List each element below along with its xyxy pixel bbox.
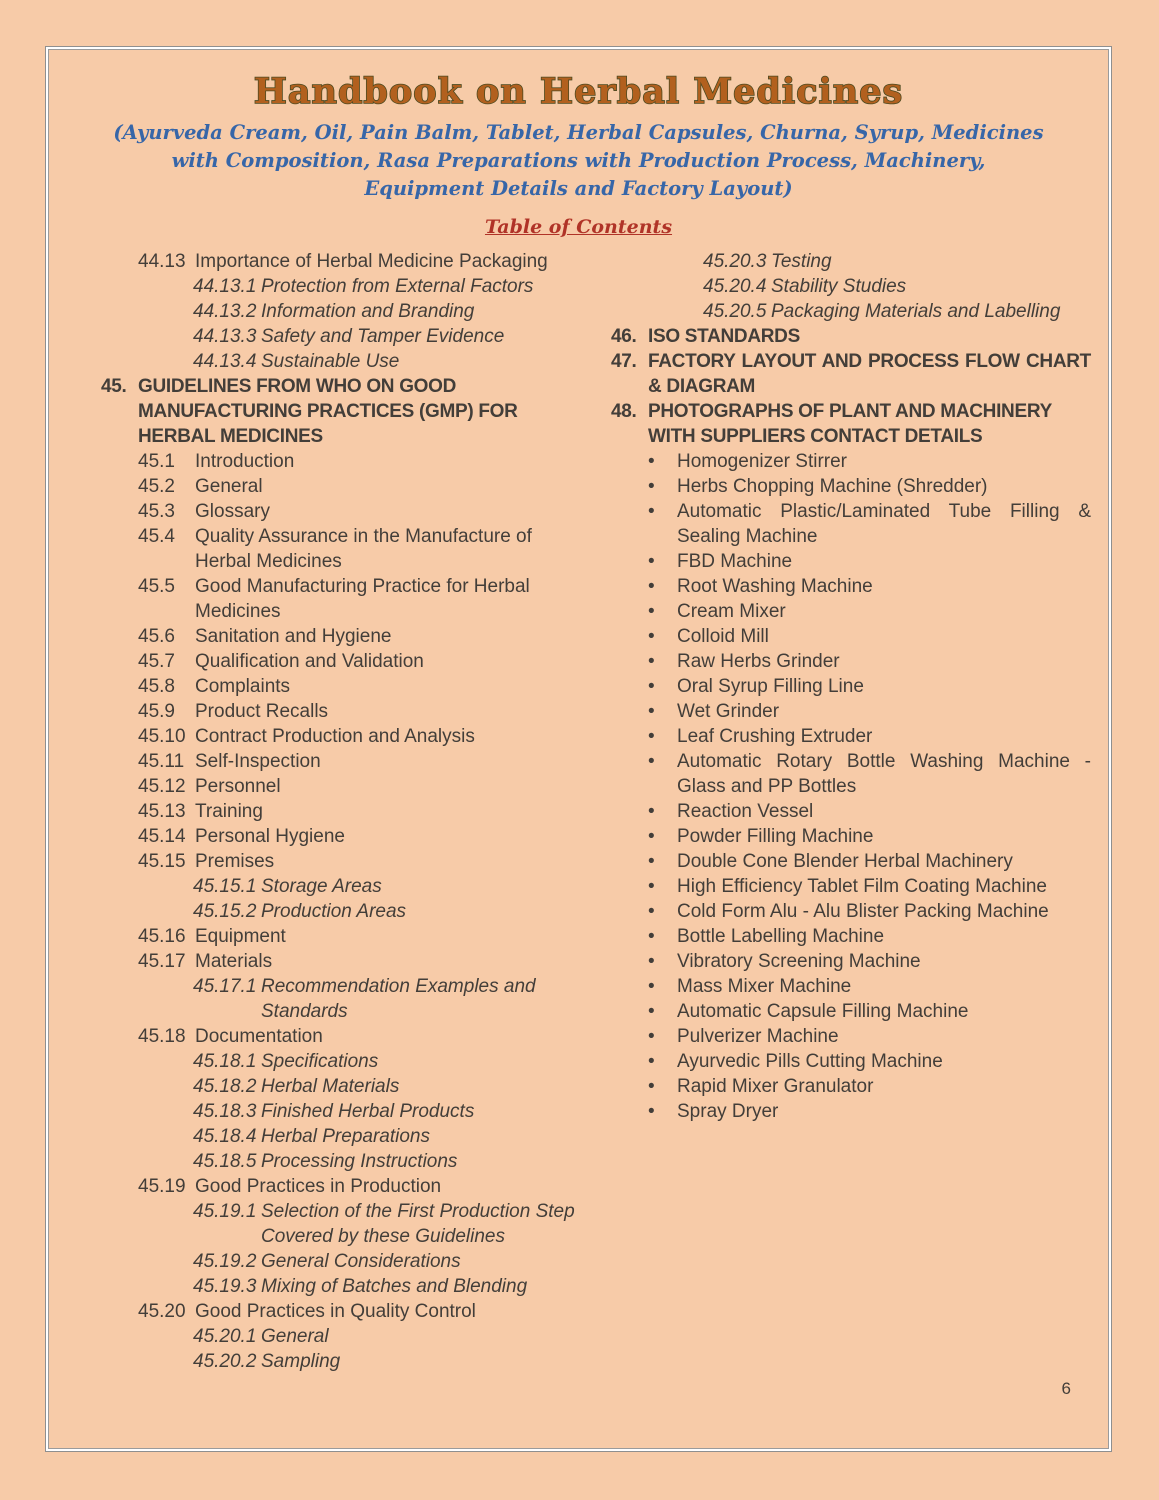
toc-entry-text: Recommendation Examples and Standards [261,976,536,1022]
toc-entry [611,449,1091,474]
toc-entry [101,949,591,974]
toc-entry [611,749,1091,799]
toc-entry-text: Self-Inspection [195,751,321,772]
toc-entry-text: FBD Machine [677,551,793,572]
page-number: 6 [1061,1379,1071,1398]
toc-entry-text: Specifications [261,1051,379,1072]
toc-entry [101,974,591,1024]
toc-entry-text: PHOTOGRAPHS OF PLANT AND MACHINERY WITH SUPPLIERS CONTACT DETAILS [648,401,1052,447]
bullet-icon: • [648,926,655,947]
toc-entry [101,299,591,324]
toc-entry [101,249,591,274]
bullet-icon: • [648,976,655,997]
toc-entry-text: Sampling [261,1351,341,1372]
toc-entry [101,374,591,449]
toc-entry [101,1299,591,1324]
toc-entry [611,599,1091,624]
toc-entry-text: Herbal Preparations [261,1126,430,1147]
toc-entry-text: General Considerations [261,1251,461,1272]
toc-entry-text: Training [195,801,263,822]
toc-entry [611,249,1091,274]
toc-entry-number: 45.17.1 [193,976,257,997]
toc-entry [611,399,1091,449]
bullet-icon: • [648,576,655,597]
toc-entry [101,324,591,349]
toc-entry-text: Good Practices in Quality Control [195,1301,476,1322]
toc-entry [101,1049,591,1074]
toc-right-column [611,249,1091,1124]
toc-entry-text: Information and Branding [261,301,475,322]
toc-entry-number: 45.15 [138,851,186,872]
toc-left-column [101,249,591,1374]
toc-entry [101,1099,591,1124]
toc-entry-text: Stability Studies [771,276,907,297]
toc-entry-number: 45.3 [138,501,175,522]
toc-entry [611,1049,1091,1074]
toc-entry-number: 45.1 [138,451,175,472]
toc-entry [611,624,1091,649]
toc-entry [101,874,591,899]
toc-entry-number: 45.2 [138,476,175,497]
toc-entry-text: GUIDELINES FROM WHO ON GOOD MANUFACTURING PRACTICES (GMP) FOR HERBAL MEDICINES [138,376,518,447]
toc-entry-text: General [261,1326,329,1347]
toc-entry-text: Documentation [195,1026,323,1047]
toc-entry-text: Quality Assurance in the Manufacture of Herbal Medicines [195,526,532,572]
bullet-icon: • [648,1001,655,1022]
toc-entry-number: 45.6 [138,626,175,647]
toc-entry [101,899,591,924]
toc-entry-text: General [195,476,263,497]
toc-entry-text: Mass Mixer Machine [677,976,852,997]
toc-entry-text: Sustainable Use [261,351,400,372]
bullet-icon: • [648,1076,655,1097]
bullet-icon: • [648,901,655,922]
bullet-icon: • [648,876,655,897]
toc-entry-number: 46. [611,326,637,347]
bullet-icon: • [648,1051,655,1072]
toc-entry-text: Automatic Plastic/Laminated Tube Filling & Sealing Machine [677,501,1091,547]
toc-entry [611,999,1091,1024]
toc-entry-number: 45.20.5 [703,301,767,322]
toc-entry-number: 45.18.4 [193,1126,257,1147]
toc-entry [611,1074,1091,1099]
toc-entry-text: Automatic Capsule Filling Machine [677,1001,969,1022]
toc-entry-number: 45.16 [138,926,186,947]
toc-entry-number: 45.19.3 [193,1276,257,1297]
toc-entry [101,1149,591,1174]
toc-entry-number: 45.15.2 [193,901,257,922]
toc-entry [101,499,591,524]
toc-entry [611,949,1091,974]
toc-entry-text: Herbs Chopping Machine (Shredder) [677,476,988,497]
toc-entry [611,724,1091,749]
toc-entry-text: Cold Form Alu - Alu Blister Packing Machine [677,901,1049,922]
toc-entry-number: 45.7 [138,651,175,672]
toc-entry-text: Storage Areas [261,876,382,897]
toc-entry-text: Cream Mixer [677,601,786,622]
page-frame [45,46,1112,1452]
toc-entry [101,699,591,724]
toc-entry [101,724,591,749]
toc-entry-number: 45.13 [138,801,186,822]
toc-entry-number: 45.20 [138,1301,186,1322]
toc-entry-text: Rapid Mixer Granulator [677,1076,874,1097]
toc-entry [611,299,1091,324]
toc-entry [101,1024,591,1049]
toc-entry-number: 45.11 [138,751,185,772]
book-subtitle: (Ayurveda Cream, Oil, Pain Balm, Tablet, Herbal Capsules, Churna, Syrup, Medicines with Composition, Rasa Preparations with Production Process, Machinery, Equipment Details and Factory Layout) [113,121,1044,200]
toc-entry [611,274,1091,299]
toc-entry-number: 44.13 [138,251,186,272]
bullet-icon: • [648,626,655,647]
toc-entry-number: 45.19 [138,1176,186,1197]
toc-entry-number: 45.4 [138,526,175,547]
toc-entry-number: 45.18.3 [193,1101,257,1122]
toc-entry [611,649,1091,674]
toc-entry-text: Production Areas [261,901,407,922]
page-header [46,47,1111,238]
toc-entry [101,1274,591,1299]
toc-entry-number: 45. [101,376,127,397]
toc-entry-text: Herbal Materials [261,1076,400,1097]
toc-entry-number: 45.18.5 [193,1151,257,1172]
toc-entry-number: 45.14 [138,826,186,847]
bullet-icon: • [648,676,655,697]
toc-entry [611,974,1091,999]
toc-entry-text: Personnel [195,776,281,797]
toc-entry [611,549,1091,574]
toc-entry [101,574,591,624]
toc-entry-text: Processing Instructions [261,1151,458,1172]
toc-entry-text: Colloid Mill [677,626,769,647]
toc-entry [611,924,1091,949]
bullet-icon: • [648,451,655,472]
toc-heading: Table of Contents [484,216,673,238]
toc-entry-text: Oral Syrup Filling Line [677,676,864,697]
toc-entry [611,899,1091,924]
toc-entry-number: 44.13.2 [193,301,257,322]
toc-entry-number: 45.19.1 [193,1201,257,1222]
toc-entry [101,774,591,799]
toc-entry-text: Automatic Rotary Bottle Washing Machine - Glass and PP Bottles [677,751,1091,797]
toc-entry [101,674,591,699]
toc-entry [101,824,591,849]
bullet-icon: • [648,801,655,822]
toc-entry-text: Wet Grinder [677,701,780,722]
toc-entry-text: Importance of Herbal Medicine Packaging [195,251,548,272]
toc-entry-text: Product Recalls [195,701,329,722]
toc-entry-number: 45.18.1 [193,1051,257,1072]
bullet-icon: • [648,601,655,622]
toc-entry-text: Powder Filling Machine [677,826,874,847]
bullet-icon: • [648,951,655,972]
toc-entry [101,799,591,824]
toc-entry-text: Personal Hygiene [195,826,345,847]
toc-entry-text: Qualification and Validation [195,651,424,672]
bullet-icon: • [648,701,655,722]
toc-entry-number: 45.19.2 [193,1251,257,1272]
bullet-icon: • [648,826,655,847]
toc-entry-text: Selection of the First Production Step Covered by these Guidelines [261,1201,575,1247]
toc-entry-text: Root Washing Machine [677,576,873,597]
toc-entry [611,674,1091,699]
toc-entry [101,449,591,474]
book-title: Handbook on Herbal Medicines [253,71,904,112]
toc-entry-text: Testing [771,251,832,272]
toc-entry [611,474,1091,499]
bullet-icon: • [648,851,655,872]
bullet-icon: • [648,501,655,522]
toc-entry [611,849,1091,874]
toc-entry-text: Safety and Tamper Evidence [261,326,505,347]
toc-entry-text: Finished Herbal Products [261,1101,475,1122]
toc-entry-text: Materials [195,951,273,972]
toc-entry-text: FACTORY LAYOUT AND PROCESS FLOW CHART & DIAGRAM [648,351,1091,397]
toc-entry [101,274,591,299]
toc-entry-text: Leaf Crushing Extruder [677,726,873,747]
toc-entry-number: 45.18 [138,1026,186,1047]
toc-entry-number: 45.20.2 [193,1351,257,1372]
toc-entry-text: Packaging Materials and Labelling [771,301,1061,322]
toc-entry-number: 44.13.3 [193,326,257,347]
toc-entry [101,1074,591,1099]
toc-entry [611,1024,1091,1049]
toc-entry [101,649,591,674]
toc-entry-text: Protection from External Factors [261,276,534,297]
toc-entry-number: 45.10 [138,726,186,747]
bullet-icon: • [648,476,655,497]
toc-entry-text: ISO STANDARDS [648,326,800,347]
toc-entry [101,1349,591,1374]
bullet-icon: • [648,551,655,572]
toc-entry [101,474,591,499]
toc-entry-number: 45.9 [138,701,175,722]
toc-entry-number: 45.18.2 [193,1076,257,1097]
toc-entry-text: Reaction Vessel [677,801,814,822]
toc-entry [101,1324,591,1349]
toc-entry-text: Mixing of Batches and Blending [261,1276,528,1297]
toc-entry-text: Good Practices in Production [195,1176,442,1197]
toc-entry-number: 45.20.3 [703,251,767,272]
toc-entry-number: 44.13.4 [193,351,257,372]
bullet-icon: • [648,1101,655,1122]
toc-entry-number: 45.17 [138,951,186,972]
toc-entry [101,1124,591,1149]
toc-entry [611,799,1091,824]
toc-entry [101,1249,591,1274]
toc-entry-text: Raw Herbs Grinder [677,651,840,672]
toc-entry [611,874,1091,899]
toc-entry-text: Sanitation and Hygiene [195,626,392,647]
toc-entry-text: Equipment [195,926,286,947]
toc-entry-text: Vibratory Screening Machine [677,951,921,972]
bullet-icon: • [648,751,655,772]
toc-entry-text: Pulverizer Machine [677,1026,839,1047]
toc-entry [611,824,1091,849]
toc-entry [611,699,1091,724]
toc-entry [101,349,591,374]
toc-entry [101,624,591,649]
toc-entry [101,849,591,874]
toc-entry-number: 44.13.1 [193,276,257,297]
toc-entry-number: 47. [611,351,637,372]
toc-entry-text: High Efficiency Tablet Film Coating Machine [677,876,1047,897]
toc-entry-number: 45.5 [138,576,175,597]
toc-entry-text: Spray Dryer [677,1101,779,1122]
toc-entry-number: 45.12 [138,776,186,797]
toc-heading-wrap [46,216,1111,238]
toc-entry [101,1199,591,1249]
toc-entry-number: 45.15.1 [193,876,257,897]
toc-entry [611,574,1091,599]
toc-entry-text: Good Manufacturing Practice for Herbal Medicines [195,576,530,622]
toc-entry [611,1099,1091,1124]
toc-entry-text: Premises [195,851,275,872]
toc-entry-number: 45.20.1 [193,1326,257,1347]
toc-entry-text: Introduction [195,451,295,472]
toc-entry-text: Homogenizer Stirrer [677,451,847,472]
toc-entry-text: Glossary [195,501,270,522]
toc-entry-text: Double Cone Blender Herbal Machinery [677,851,1013,872]
bullet-icon: • [648,1026,655,1047]
bullet-icon: • [648,726,655,747]
toc-entry [101,924,591,949]
toc-entry-text: Ayurvedic Pills Cutting Machine [677,1051,943,1072]
toc-entry-number: 48. [611,401,637,422]
toc-entry [101,1174,591,1199]
bullet-icon: • [648,651,655,672]
toc-entry-text: Complaints [195,676,291,697]
toc-entry-text: Contract Production and Analysis [195,726,475,747]
toc-entry [101,749,591,774]
toc-entry-text: Bottle Labelling Machine [677,926,885,947]
toc-entry [611,499,1091,549]
toc-entry [101,524,591,574]
toc-entry [611,324,1091,349]
toc-entry-number: 45.8 [138,676,175,697]
toc-entry [611,349,1091,399]
toc-entry-number: 45.20.4 [703,276,767,297]
